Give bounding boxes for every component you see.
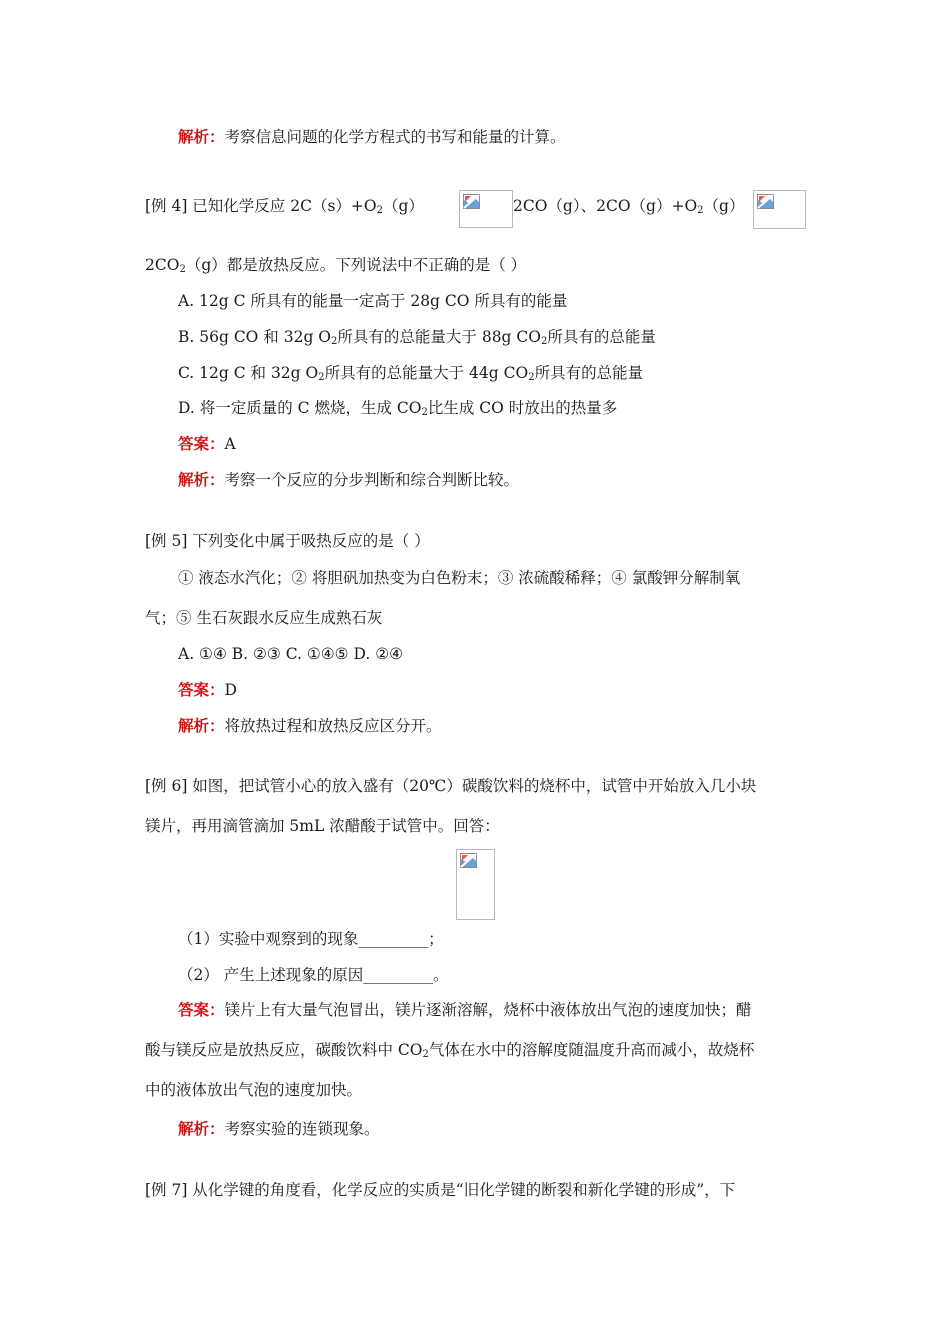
ex6-analysis: 解析：考察实验的连锁现象。	[178, 1120, 380, 1138]
ex5-question: [例 5] 下列变化中属于吸热反应的是（ ）	[145, 532, 430, 550]
ex7-question-line1: [例 7] 从化学键的角度看，化学反应的实质是“旧化学键的断裂和新化学键的形成”，下	[145, 1181, 736, 1199]
answer-label: 答案：	[178, 1001, 225, 1019]
ex5-options: A. ①④ B. ②③ C. ①④⑤ D. ②④	[178, 645, 404, 663]
broken-image-icon	[757, 194, 774, 209]
ex6-answer-line2: 酸与镁反应是放热反应，碳酸饮料中 $CO_2$气体在水中的溶解度随温度升高而减小，故烧杯	[145, 1041, 755, 1060]
ex6-subquestion-2: （2） 产生上述现象的原因_________。	[178, 966, 449, 984]
ex6-subquestion-1: （1）实验中观察到的现象_________；	[178, 930, 444, 948]
analysis-label: 解析：	[178, 1120, 225, 1138]
ex4-option-d: D. 将一定质量的 C 燃烧，生成 $CO_2$比生成 CO 时放出的热量多	[178, 399, 618, 418]
reaction-arrow-image-2	[753, 190, 806, 229]
analysis-label: 解析：	[178, 471, 225, 489]
ex4-option-a: A. 12g C 所具有的能量一定高于 28g CO 所具有的能量	[178, 292, 568, 310]
broken-image-icon	[463, 194, 480, 209]
ex6-answer-line3: 中的液体放出气泡的速度加快。	[145, 1081, 363, 1099]
analysis-label: 解析：	[178, 717, 225, 735]
ex4-question-line1: [例 4] 已知化学反应 $2C(s)+O_2(g)$	[145, 197, 424, 216]
broken-image-icon	[460, 853, 477, 868]
ex5-answer: 答案：D	[178, 681, 237, 699]
experiment-figure-image	[456, 849, 495, 920]
reaction-arrow-image	[459, 190, 513, 228]
ex4-question-line2: $2CO_2(g)$都是放热反应。下列说法中不正确的是（ ）	[145, 256, 527, 275]
ex6-question-line1: [例 6] 如图，把试管小心的放入盛有（20℃）碳酸饮料的烧杯中，试管中开始放入几小块	[145, 777, 757, 795]
ex4-answer: 答案：A	[178, 435, 236, 453]
ex4-analysis: 解析：考察一个反应的分步判断和综合判断比较。	[178, 471, 520, 489]
ex5-items-line1: ① 液态水汽化；② 将胆矾加热变为白色粉末；③ 浓硫酸稀释；④ 氯酸钾分解制氧	[178, 569, 741, 587]
ex6-answer-line1: 答案：镁片上有大量气泡冒出，镁片逐渐溶解，烧杯中液体放出气泡的速度加快；醋	[178, 1001, 752, 1019]
answer-label: 答案：	[178, 435, 225, 453]
analysis-label: 解析：	[178, 128, 225, 146]
ex4-option-b: B. 56g CO 和 32g $O_2$所具有的总能量大于 88g $CO_2$所具有的总能量	[178, 328, 656, 347]
ex6-question-line2: 镁片，再用滴管滴加 5mL 浓醋酸于试管中。回答：	[145, 817, 500, 835]
answer-label: 答案：	[178, 681, 225, 699]
ex5-items-line2: 气；⑤ 生石灰跟水反应生成熟石灰	[145, 609, 383, 627]
ex4-option-c: C. 12g C 和 32g $O_2$所具有的总能量大于 44g $CO_2$所具有的总能量	[178, 364, 644, 383]
ex3-analysis-line	[178, 127, 566, 147]
ex3-analysis-text: 考察信息问题的化学方程式的书写和能量的计算。	[224, 128, 566, 146]
ex5-analysis: 解析：将放热过程和放热反应区分开。	[178, 717, 442, 735]
ex4-question-line1b: 2CO（g）、$2CO(g)+O_2(g)$	[513, 197, 745, 216]
